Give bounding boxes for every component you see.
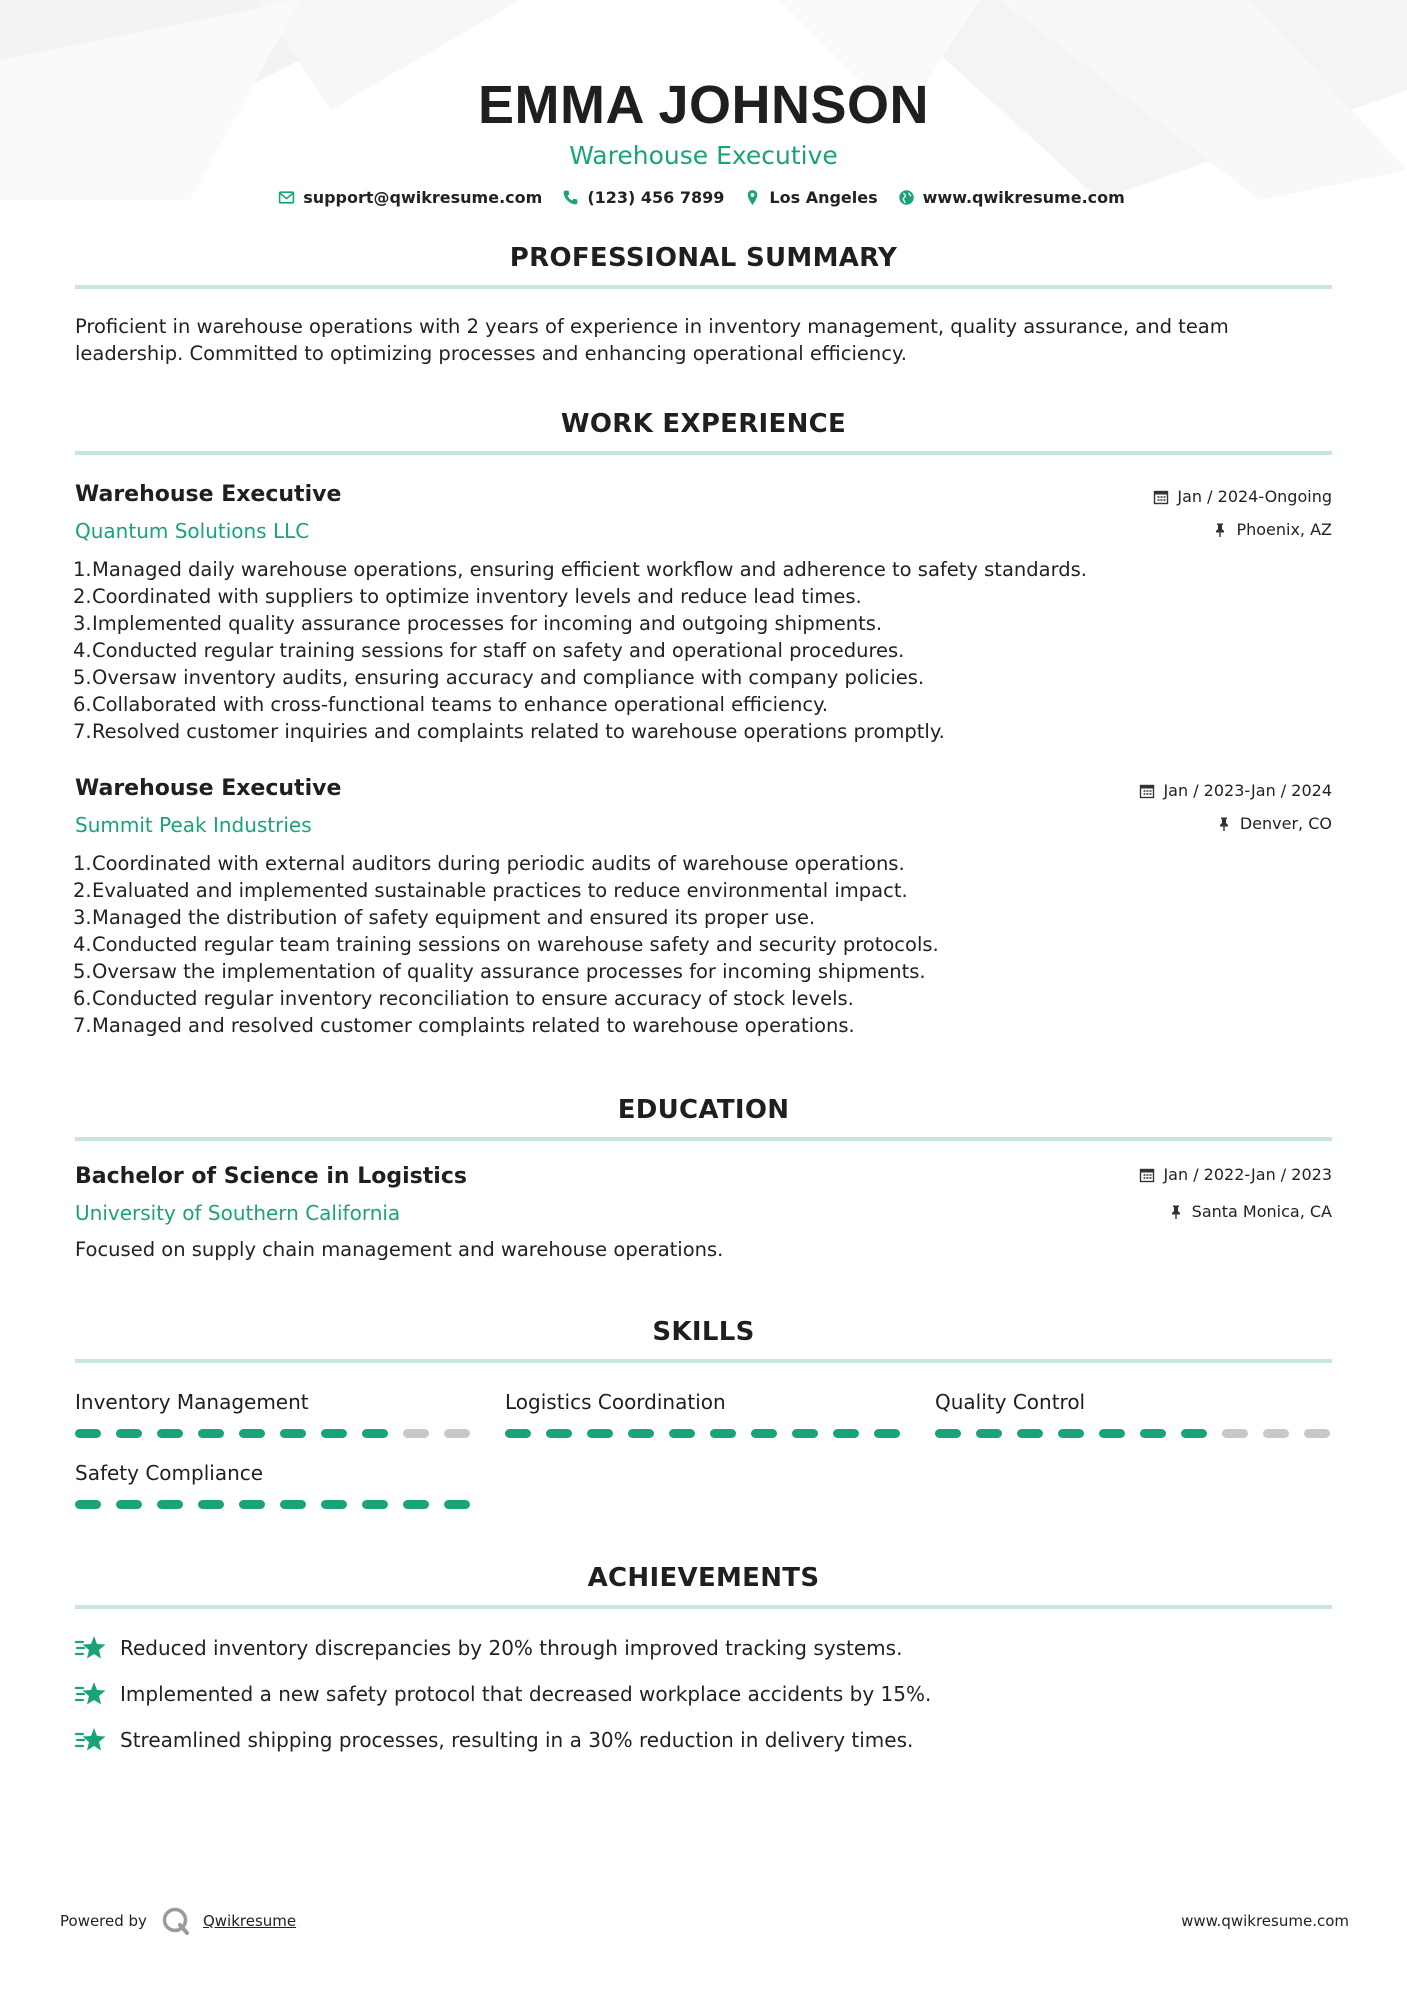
pushpin-icon: [1212, 522, 1228, 538]
skills-section: [75, 1317, 1332, 1509]
skill-dash-filled: [1181, 1429, 1207, 1438]
candidate-name: EMMA JOHNSON: [477, 75, 930, 135]
powered-by-label: Powered by: [60, 1912, 147, 1930]
list-item: 7. Resolved customer inquiries and complaints related to warehouse operations promptly.: [73, 720, 945, 743]
skill-dash-empty: [403, 1429, 429, 1438]
list-item: 6. Conducted regular inventory reconciliation to ensure accuracy of stock levels.: [73, 987, 854, 1010]
skill-name: Inventory Management: [75, 1390, 309, 1414]
list-item: Implemented a new safety protocol that decreased workplace accidents by 15%.: [75, 1679, 1332, 1709]
pushpin-icon: [1216, 816, 1232, 832]
skill-dash-filled: [833, 1429, 859, 1438]
contact-bar: [0, 188, 1407, 207]
skill-dash-filled: [976, 1429, 1002, 1438]
skill-dash-filled: [157, 1500, 183, 1509]
website-text: www.qwikresume.com: [922, 188, 1125, 207]
skills-grid: [75, 1389, 1332, 1509]
envelope-icon: [278, 189, 295, 206]
list-item: 4. Conducted regular team training sessions on warehouse safety and security protocols.: [73, 933, 939, 956]
job-dates: Jan / 2023-Jan / 2024: [1163, 781, 1332, 800]
degree-title: Bachelor of Science in Logistics: [75, 1164, 467, 1189]
skill-dash-empty: [444, 1429, 470, 1438]
summary-heading: PROFESSIONAL SUMMARY: [75, 243, 1332, 289]
skill-dash-filled: [321, 1429, 347, 1438]
contact-website[interactable]: [898, 188, 1125, 207]
job-company: Summit Peak Industries: [75, 813, 312, 837]
list-item: 7. Managed and resolved customer complaints related to warehouse operations.: [73, 1014, 855, 1037]
skill-dash-filled: [75, 1429, 101, 1438]
skill-dash-filled: [505, 1429, 531, 1438]
skill-dash-filled: [403, 1500, 429, 1509]
list-item: 5. Oversaw inventory audits, ensuring accuracy and compliance with company policies.: [73, 666, 925, 689]
shooting-star-icon: [75, 1679, 107, 1709]
experience-section: [75, 409, 1332, 1039]
skill-dash-filled: [362, 1500, 388, 1509]
skills-heading: SKILLS: [75, 1317, 1332, 1363]
candidate-role: Warehouse Executive: [569, 141, 838, 170]
list-item: 2. Coordinated with suppliers to optimize inventory levels and reduce lead times.: [73, 585, 862, 608]
summary-section: [75, 243, 1332, 367]
job-company: Quantum Solutions LLC: [75, 519, 310, 543]
skill-dash-filled: [669, 1429, 695, 1438]
job-dates: Jan / 2024-Ongoing: [1177, 487, 1332, 506]
skill-level-bar: [75, 1500, 475, 1509]
calendar-icon: [1139, 1167, 1155, 1183]
calendar-icon: [1139, 783, 1155, 799]
list-item: 3. Managed the distribution of safety equipment and ensured its proper use.: [73, 906, 816, 929]
qwikresume-logo-icon: [161, 1906, 191, 1936]
map-pin-icon: [744, 189, 761, 206]
skill-dash-filled: [1058, 1429, 1084, 1438]
powered-by: [60, 1906, 296, 1936]
list-item: 5. Oversaw the implementation of quality assurance processes for incoming shipments.: [73, 960, 926, 983]
skill-dash-filled: [116, 1429, 142, 1438]
skill-dash-filled: [628, 1429, 654, 1438]
list-item: Reduced inventory discrepancies by 20% through improved tracking systems.: [75, 1633, 1332, 1663]
shooting-star-icon: [75, 1633, 107, 1663]
skill-dash-filled: [587, 1429, 613, 1438]
skill-dash-filled: [874, 1429, 900, 1438]
brand-link[interactable]: Qwikresume: [202, 1912, 297, 1930]
job-entry: [75, 481, 1332, 745]
skill-dash-filled: [546, 1429, 572, 1438]
list-item: 2. Evaluated and implemented sustainable practices to reduce environmental impact.: [73, 879, 908, 902]
page-footer: [0, 1900, 1407, 1940]
skill-level-bar: [75, 1429, 475, 1438]
skill-item: [505, 1389, 905, 1438]
job-location: Phoenix, AZ: [1236, 520, 1332, 539]
skill-dash-filled: [239, 1429, 265, 1438]
list-item: 1. Managed daily warehouse operations, ensuring efficient workflow and adherence to safety standards.: [73, 558, 1087, 581]
email-text: support@qwikresume.com: [303, 188, 543, 207]
list-item: Streamlined shipping processes, resulting in a 30% reduction in delivery times.: [75, 1725, 1332, 1755]
education-dates: Jan / 2022-Jan / 2023: [1163, 1165, 1332, 1184]
skill-dash-filled: [198, 1500, 224, 1509]
list-item: 6. Collaborated with cross-functional teams to enhance operational efficiency.: [73, 693, 829, 716]
skill-item: [75, 1389, 475, 1438]
achievements-heading: ACHIEVEMENTS: [75, 1563, 1332, 1609]
skill-dash-filled: [1140, 1429, 1166, 1438]
skill-dash-empty: [1222, 1429, 1248, 1438]
job-bullets: [75, 556, 1332, 745]
skill-dash-filled: [1017, 1429, 1043, 1438]
list-item: 3. Implemented quality assurance processes for incoming and outgoing shipments.: [73, 612, 883, 635]
summary-text: Proficient in warehouse operations with 2 years of experience in inventory management, quality assurance, and team leadership. Committed to optimizing processes and enhancing operational efficiency.: [75, 315, 1229, 365]
footer-url[interactable]: www.qwikresume.com: [1181, 1912, 1349, 1930]
skill-dash-filled: [444, 1500, 470, 1509]
contact-email[interactable]: [278, 188, 542, 207]
job-title: Warehouse Executive: [75, 482, 342, 507]
pushpin-icon: [1168, 1204, 1184, 1220]
achievements-list: [75, 1633, 1332, 1755]
education-description: Focused on supply chain management and warehouse operations.: [75, 1238, 724, 1261]
skill-level-bar: [505, 1429, 905, 1438]
skill-dash-filled: [935, 1429, 961, 1438]
experience-heading: WORK EXPERIENCE: [75, 409, 1332, 455]
skill-dash-filled: [280, 1500, 306, 1509]
contact-location: [744, 188, 877, 207]
phone-icon: [562, 189, 579, 206]
job-title: Warehouse Executive: [75, 776, 342, 801]
skill-name: Logistics Coordination: [505, 1390, 726, 1414]
calendar-icon: [1153, 489, 1169, 505]
education-section: [75, 1095, 1332, 1263]
education-heading: EDUCATION: [75, 1095, 1332, 1141]
shooting-star-icon: [75, 1725, 107, 1755]
education-entry: [75, 1163, 1332, 1263]
list-item: 1. Coordinated with external auditors during periodic audits of warehouse operations.: [73, 852, 905, 875]
skill-name: Quality Control: [935, 1390, 1086, 1414]
skill-dash-filled: [710, 1429, 736, 1438]
skill-dash-empty: [1263, 1429, 1289, 1438]
skill-dash-filled: [157, 1429, 183, 1438]
location-text: Los Angeles: [769, 188, 878, 207]
list-item: 4. Conducted regular training sessions for staff on safety and operational procedures.: [73, 639, 905, 662]
skill-dash-empty: [1304, 1429, 1330, 1438]
job-location: Denver, CO: [1239, 814, 1332, 833]
skill-dash-filled: [321, 1500, 347, 1509]
job-bullets: [75, 850, 1332, 1039]
skill-dash-filled: [116, 1500, 142, 1509]
contact-phone[interactable]: [562, 188, 724, 207]
school-name: University of Southern California: [75, 1201, 401, 1225]
skill-dash-filled: [198, 1429, 224, 1438]
job-entry: [75, 775, 1332, 1039]
skill-item: [935, 1389, 1335, 1438]
globe-icon: [898, 189, 915, 206]
skill-dash-filled: [751, 1429, 777, 1438]
achievements-section: [75, 1563, 1332, 1755]
skill-dash-filled: [280, 1429, 306, 1438]
resume-header: [0, 0, 1407, 207]
skill-dash-filled: [1099, 1429, 1125, 1438]
skill-level-bar: [935, 1429, 1335, 1438]
skill-dash-filled: [362, 1429, 388, 1438]
education-location: Santa Monica, CA: [1191, 1202, 1332, 1221]
skill-dash-filled: [792, 1429, 818, 1438]
skill-name: Safety Compliance: [75, 1461, 264, 1485]
skill-dash-filled: [239, 1500, 265, 1509]
skill-item: [75, 1460, 475, 1509]
skill-dash-filled: [75, 1500, 101, 1509]
phone-text: (123) 456 7899: [587, 188, 725, 207]
